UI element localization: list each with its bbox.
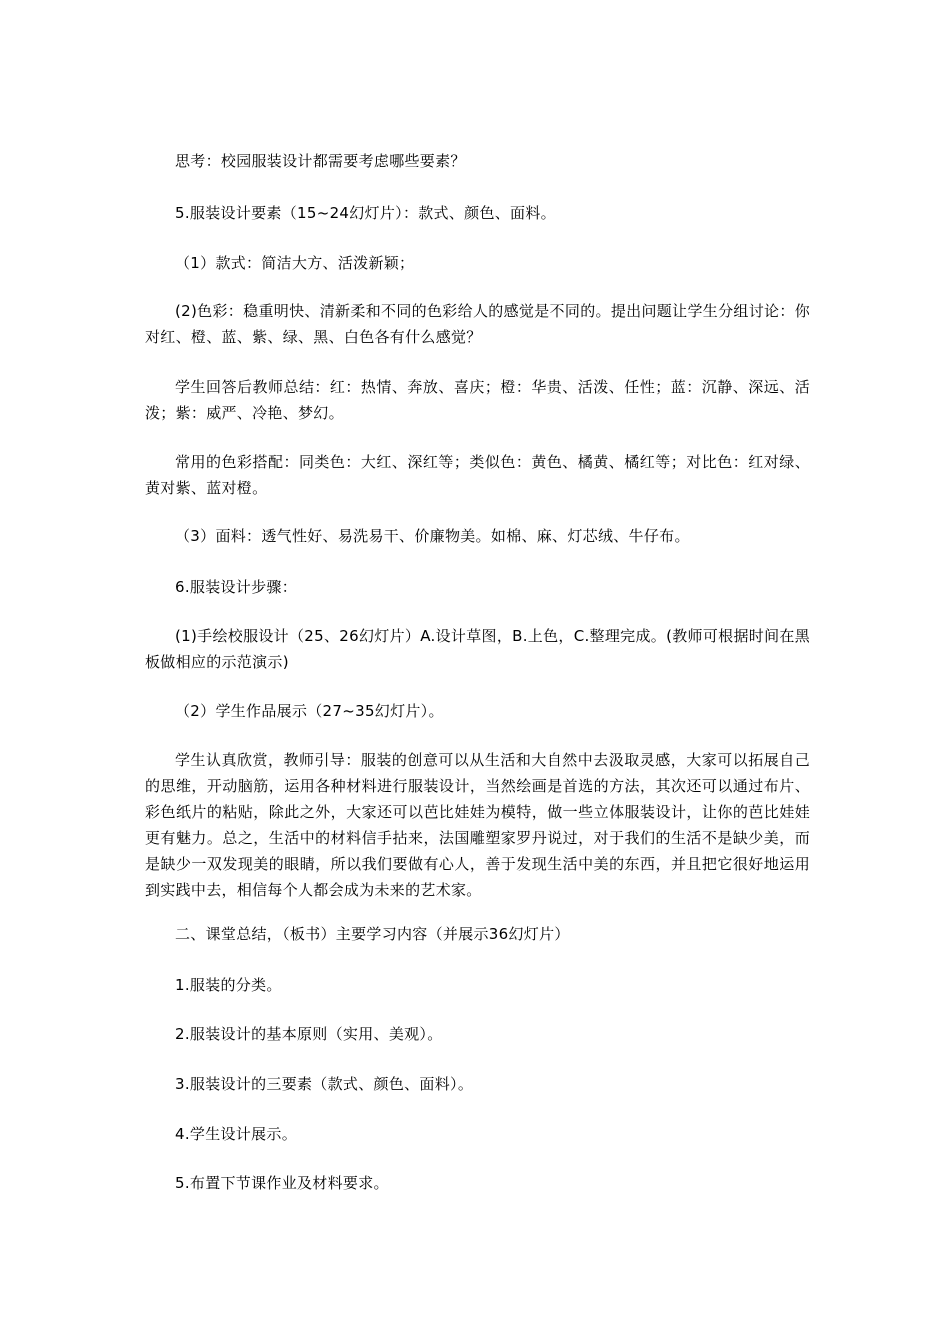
paragraph-class-summary: 二、课堂总结，（板书）主要学习内容（并展示36幻灯片）	[175, 925, 570, 943]
paragraph-student-works: （2）学生作品展示（27~35幻灯片）。	[175, 702, 444, 720]
paragraph-appreciation: 学生认真欣赏，教师引导：服装的创意可以从生活和大自然中去汲取灵感，大家可以拓展自己的思维，开动脑筋，运用各种材料进行服装设计，当然绘画是首选的方法，其次还可以通过布片、彩色纸片的粘贴，除此之外，大家还可以芭比娃娃为模特，做一些立体服装设计，让你的芭比娃娃更有魅力。总之，生活中的材料信手拈来，法国雕塑家罗丹说过，对于我们的生活不是缺少美，而是缺少一双发现美的眼睛，所以我们要做有心人，善于发现生活中美的东西，并且把它很好地运用到实践中去，相信每个人都会成为未来的艺术家。	[145, 751, 810, 899]
summary-item-3: 3.服装设计的三要素（款式、颜色、面料）。	[175, 1075, 474, 1093]
paragraph-fabric: （3）面料：透气性好、易洗易干、价廉物美。如棉、麻、灯芯绒、牛仔布。	[175, 527, 690, 545]
paragraph-color-matching: 常用的色彩搭配：同类色：大红、深红等；类似色：黄色、橘黄、橘红等；对比色：红对绿、黄对紫、蓝对橙。	[145, 453, 810, 497]
paragraph-design-elements-heading: 5.服装设计要素（15~24幻灯片）：款式、颜色、面料。	[175, 204, 556, 222]
paragraph-color: (2)色彩：稳重明快、清新柔和不同的色彩给人的感觉是不同的。提出问题让学生分组讨论：你对红、橙、蓝、紫、绿、黑、白色各有什么感觉？	[145, 302, 810, 346]
paragraph-teacher-summary: 学生回答后教师总结：红：热情、奔放、喜庆；橙：华贵、活泼、任性；蓝：沉静、深远、活泼；紫：威严、冷艳、梦幻。	[145, 378, 810, 422]
summary-item-1: 1.服装的分类。	[175, 976, 282, 994]
summary-item-4: 4.学生设计展示。	[175, 1125, 298, 1143]
summary-item-2: 2.服装设计的基本原则（实用、美观）。	[175, 1025, 443, 1043]
paragraph-hand-drawn-design: (1)手绘校服设计（25、26幻灯片）A.设计草图，B.上色，C.整理完成。(教师可根据时间在黑板做相应的示范演示)	[145, 627, 810, 671]
paragraph-design-steps-heading: 6.服装设计步骤：	[175, 578, 298, 596]
paragraph-style: （1）款式：简洁大方、活泼新颖；	[175, 254, 415, 272]
summary-item-5: 5.布置下节课作业及材料要求。	[175, 1174, 389, 1192]
paragraph-thinking-question: 思考：校园服装设计都需要考虑哪些要素？	[175, 152, 466, 170]
